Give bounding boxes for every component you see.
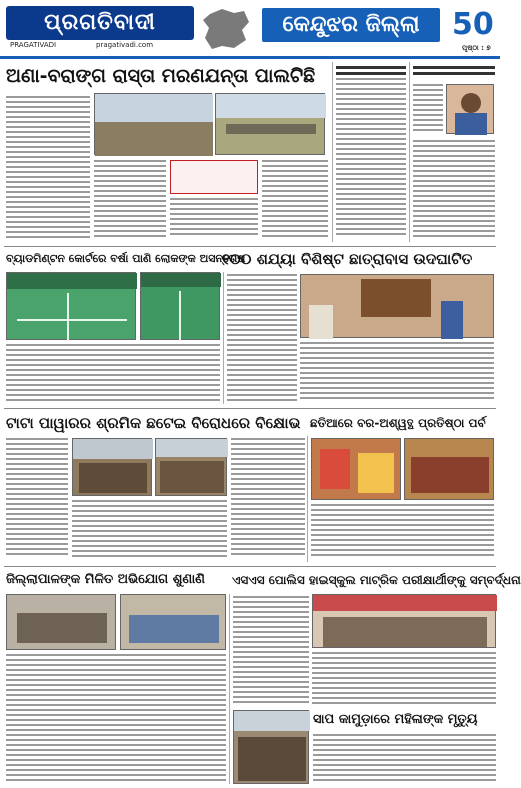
page-number: ପୃଷ୍ଠା : ୭ bbox=[462, 44, 491, 52]
headline-hostel: ୧୦୦ ଶଯ୍ୟା ବିଶିଷ୍ଟ ଛାତ୍ରାବାସ ଉଦଘାଟିତ bbox=[222, 250, 473, 268]
tata-article-text-3 bbox=[231, 438, 305, 562]
badminton-article-text bbox=[6, 344, 220, 404]
brief-text-2b bbox=[413, 140, 495, 242]
brief-headline-2 bbox=[413, 66, 495, 78]
festival-photo-2 bbox=[404, 438, 494, 500]
felicitation-photo bbox=[312, 594, 496, 648]
brief-text-2a bbox=[413, 84, 443, 136]
headline-road: ଅଣା-ବରାଙ୍ଗ ରାସ୍ତା ମରଣଯନ୍ତା ପାଲଟିଛି bbox=[6, 65, 316, 87]
svg-text:50: 50 bbox=[452, 7, 494, 42]
headline-festival: ଛତିଆରେ ବର-ଅଶ୍ୱତ୍ଥ ପ୍ରତିଷ୍ଠା ପର୍ବ bbox=[310, 416, 486, 430]
hostel-inauguration-photo bbox=[300, 274, 494, 338]
snake-article-text bbox=[313, 734, 496, 784]
hostel-article-text-2 bbox=[300, 342, 494, 404]
tata-article-text-2 bbox=[72, 500, 227, 562]
grievance-meeting-photo bbox=[6, 594, 116, 650]
brief-column-1 bbox=[336, 66, 406, 242]
badminton-court-photo bbox=[6, 272, 136, 340]
headline-felicitation: ଏସଏସ ପୋଲିସ ହାଇସ୍କୁଲ ମାଟ୍ରିକ ପରୀକ୍ଷାର୍ଥୀଙ୍କୁ ସମ୍ବର୍ଦ୍ଧନା bbox=[232, 573, 521, 587]
district-map-icon bbox=[200, 6, 252, 52]
grievance-article-text bbox=[6, 654, 226, 784]
hostel-article-text bbox=[227, 274, 297, 404]
road-article-text-3 bbox=[262, 160, 328, 242]
crowd-photo bbox=[233, 710, 309, 784]
felicitation-article-text bbox=[233, 596, 309, 706]
headline-grievance: ଜିଲ୍ଲାପାଳଙ୍କ ମିଳିତ ଅଭିଯୋଗ ଶୁଣାଣି bbox=[6, 572, 205, 587]
protest-photo bbox=[72, 438, 152, 496]
felicitation-article-text-2 bbox=[312, 652, 496, 706]
headline-tata: ଟାଟା ପାୱାରର ଶ୍ରମିକ ଛଟେଇ ବିରୋଧରେ ବିକ୍ଷୋଭ bbox=[6, 414, 301, 432]
newspaper-logo: ପ୍ରଗତିବାଦୀ bbox=[6, 6, 194, 40]
festival-photo bbox=[311, 438, 401, 500]
district-banner: କେନ୍ଦୁଝର ଜିଲ୍ଲା bbox=[262, 8, 440, 42]
road-article-text bbox=[6, 96, 90, 242]
portrait-photo bbox=[446, 84, 494, 134]
protest-photo-2 bbox=[155, 438, 227, 496]
sidebar-text bbox=[170, 198, 258, 242]
road-photo-2 bbox=[215, 93, 325, 155]
headline-badminton: ବ୍ୟାଡମିଣ୍ଟନ କୋର୍ଟରେ ବର୍ଷା ପାଣି ଲୋକଙ୍କ ଅସନ୍ତୋଷ bbox=[6, 252, 246, 265]
anniversary-emblem-icon bbox=[448, 4, 494, 44]
tata-article-text bbox=[6, 438, 68, 562]
road-photo bbox=[94, 93, 212, 155]
masthead bbox=[0, 0, 500, 58]
badminton-court-photo-2 bbox=[140, 272, 220, 340]
headline-snake: ସାପ କାମୁଡ଼ାରେ ମହିଳାଙ୍କ ମୃତ୍ୟୁ bbox=[313, 712, 478, 727]
festival-article-text bbox=[311, 504, 494, 562]
site-url: pragativadi.com bbox=[96, 41, 154, 49]
logo-subtitle: PRAGATIVADI bbox=[10, 41, 57, 49]
masthead-rule bbox=[0, 56, 500, 59]
sidebar-box bbox=[170, 160, 258, 194]
road-article-text-2 bbox=[94, 160, 166, 242]
grievance-meeting-photo-2 bbox=[120, 594, 226, 650]
